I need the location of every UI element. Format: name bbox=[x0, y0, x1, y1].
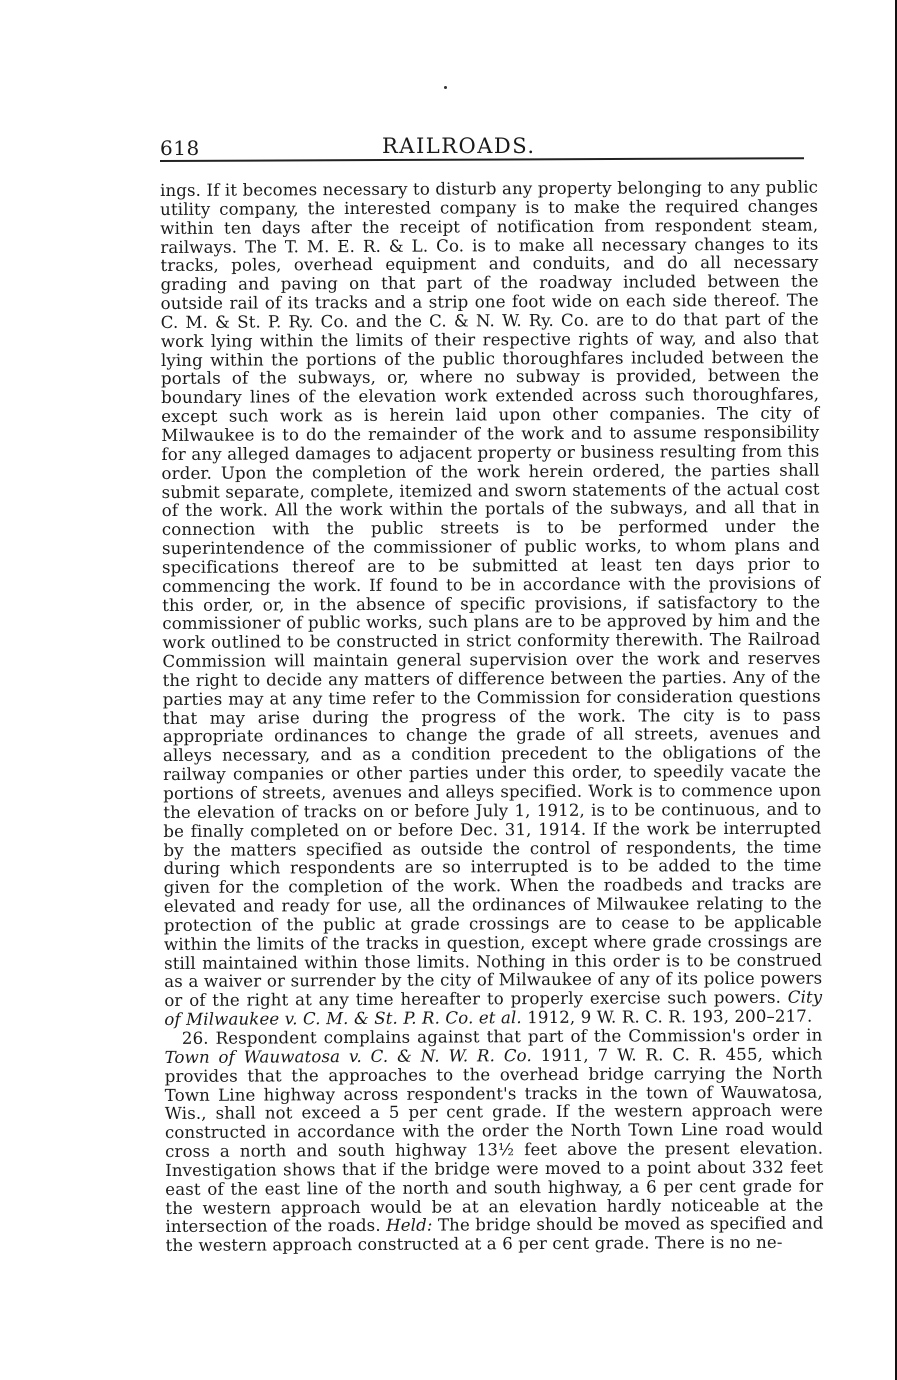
case-citation: Town of Wauwatosa v. C. & N. W. R. Co. bbox=[164, 1045, 532, 1067]
paragraph-26 bbox=[164, 1027, 823, 1257]
text-segment: The bridge should be moved as specified and the western approach constructed at a 6 per cent grade. There is no ne- bbox=[165, 1213, 824, 1256]
text-segment: ings. If it becomes necessary to disturb any property belonging to any public utility company, the interested company is to make the required changes within ten days after the receipt of notification from respondent steam, railways. The T. M. E. R. & L. Co. is to make all necessary changes to its tracks, poles, overhead equipment and conduits, and do all necessary grading and paving on that part of the roadway included between the outside rail of its tracks and a strip one foot wide on each side thereof. The C. M. & St. P. Ry. Co. and the C. & N. W. Ry. Co. are to do that part of the work lying within the limits of their respective rights of way, and also that lying within the portions of the public thoroughfares included between the portals of the subways, or, where no subway is provided, between the boundary lines of the elevation work extended across such thoroughfares, except such work as is herein laid upon other companies. The city of Milwaukee is to do the remainder of the work and to assume responsibility for any alleged damages to adjacent property or business resulting from this order. Upon the completion of the work herein ordered, the parties shall submit separate, complete, itemized and sworn statements of the actual cost of the work. All the work within the portals of the subways, and all that in connection with the public streets is to be performed under the superintendence of the commissioner of public works, to whom plans and specifications thereof are to be submitted at least ten days prior to commencing the work. If found to be in accordance with the provisions of this order, or, in the absence of specific provisions, if satisfactory to the commissioner of public works, such plans are to be approved by him and the work outlined to be constructed in strict conformity therewith. The Railroad Commission will maintain general supervision over the work and reserves the right to decide any matters of difference between the parties. Any of the parties may at any time refer to the Commission for consideration questions that may arise during the progress of the work. The city is to pass appropriate ordinances to change the grade of all streets, avenues and alleys necessary, and as a condition precedent to the obligations of the railway companies or other parties under this order, to speedily vacate the portions of streets, avenues and alleys specified. Work is to commence upon the elevation of tracks on or before July 1, 1912, is to be continuous, and to be finally completed on or before Dec. 31, 1914. If the work be interrupted by the matters specified as outside the control of respondents, the time during which respondents are so interrupted is to be added to the time given for the completion of the work. When the roadbeds and tracks are elevated and ready for use, all the ordinances of Milwaukee relating to the protection of the public at grade crossings are to cease to be applicable within the limits of the tracks in question, except where grade crossings are still maintained within those limits. Nothing in this order is to be construed as a waiver or surrender by the city of Milwaukee of any of its police powers or of the right at any time hereafter to properly exercise such powers. bbox=[159, 177, 823, 1011]
text-segment: 1911, 7 W. R. C. R. 455, which provides that the approaches to the overhead bridge carrying the North Town Line highway across respondent's tracks in the town of Wauwatosa, Wis., shall not exceed a 5 per cent grade. If the western approach were constructed in accordance with the order the North Town Line road would cross a north and south highway 13½ feet above the present elevation. Investigation shows that if the bridge were moved to a point about 332 feet east of the east line of the north and south highway, a 6 per cent grade for the western approach would be at an elevation hardly noticeable at the intersection of the roads. bbox=[164, 1044, 824, 1237]
running-title: RAILROADS. bbox=[382, 134, 536, 158]
page-number: 618 bbox=[160, 136, 200, 160]
held-label: Held: bbox=[386, 1215, 433, 1236]
text-segment: 1912, 9 W. R. C. R. 193, 200–217. bbox=[521, 1006, 813, 1028]
print-speck bbox=[444, 86, 447, 89]
paragraph-continuation bbox=[160, 179, 822, 1030]
text-segment: 26. Respondent complains against that part of the Commission's order in bbox=[181, 1025, 823, 1048]
case-citation: City of Milwaukee v. C. M. & St. P. R. Co. et al. bbox=[164, 987, 823, 1030]
body-text bbox=[160, 179, 824, 1257]
